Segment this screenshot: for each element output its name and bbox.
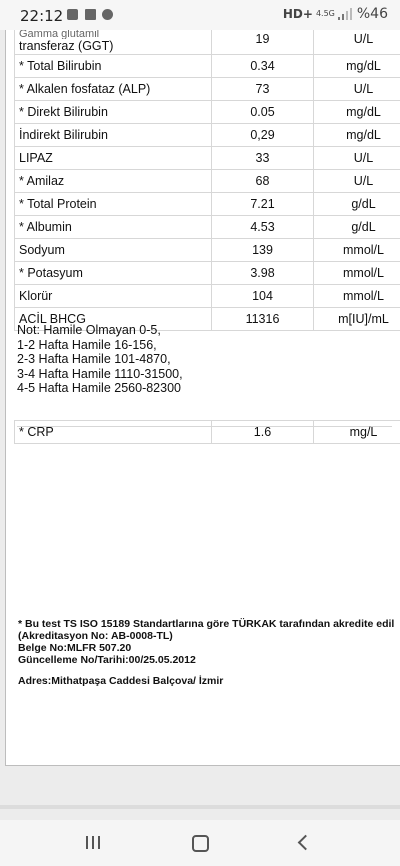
status-time: 22:12	[20, 7, 64, 25]
test-unit: mmol/L	[314, 262, 400, 285]
test-name-cut: Gamma glutamil	[19, 30, 100, 39]
test-name: ACİL BHCG	[15, 308, 212, 331]
test-value: 3.98	[212, 262, 314, 285]
sync-icon	[102, 9, 113, 20]
navigation-bar	[0, 820, 400, 866]
lab-results-table	[14, 30, 400, 331]
table-row	[15, 285, 400, 308]
test-name: * Direkt Bilirubin	[15, 101, 212, 124]
test-value: 139	[212, 239, 314, 262]
test-name: * CRP	[15, 421, 212, 444]
network-label: HD+	[282, 7, 313, 21]
test-unit: mmol/L	[314, 285, 400, 308]
test-value: 4.53	[212, 216, 314, 239]
test-unit: g/dL	[314, 216, 400, 239]
test-unit: g/dL	[314, 193, 400, 216]
footer-line: Belge No:MLFR 507.20	[18, 642, 132, 654]
table-row	[15, 193, 400, 216]
test-name: * Total Protein	[15, 193, 212, 216]
image-icon	[85, 9, 96, 20]
test-value: 104	[212, 285, 314, 308]
document-page[interactable]	[5, 30, 400, 766]
test-name: * Total Bilirubin	[15, 55, 212, 78]
crp-table	[14, 420, 400, 444]
note-line: 2-3 Hafta Hamile 101-4870,	[17, 352, 171, 366]
test-name	[15, 30, 212, 55]
table-row	[15, 216, 400, 239]
test-unit: U/L	[314, 78, 400, 101]
status-right	[283, 6, 388, 22]
table-row	[15, 55, 400, 78]
test-unit: mg/dL	[314, 101, 400, 124]
note-line: 4-5 Hafta Hamile 2560-82300	[17, 381, 181, 395]
footer-line: (Akreditasyon No: AB-0008-TL)	[18, 630, 173, 642]
signal-icon	[338, 8, 352, 20]
note-line: Not: Hamile Olmayan 0-5,	[17, 323, 161, 337]
table-row	[15, 147, 400, 170]
test-name: * Alkalen fosfataz (ALP)	[15, 78, 212, 101]
test-value: 68	[212, 170, 314, 193]
recent-apps-icon[interactable]	[74, 830, 114, 856]
table-row	[15, 30, 400, 55]
table-row	[15, 170, 400, 193]
test-unit: mg/dL	[314, 124, 400, 147]
table-row	[15, 239, 400, 262]
test-unit: U/L	[314, 170, 400, 193]
accreditation-footer	[18, 618, 394, 687]
test-unit: mg/L	[314, 421, 400, 444]
test-name: İndirekt Bilirubin	[15, 124, 212, 147]
test-unit: mg/dL	[314, 55, 400, 78]
network-type: 4.5G	[315, 9, 335, 18]
test-value: 0,29	[212, 124, 314, 147]
table-row	[15, 124, 400, 147]
page-separator	[0, 805, 400, 809]
test-unit: U/L	[314, 30, 400, 55]
note-line: 3-4 Hafta Hamile 1110-31500,	[17, 366, 183, 381]
test-value: 33	[212, 147, 314, 170]
test-unit: U/L	[314, 147, 400, 170]
footer-address: Adres:Mithatpaşa Caddesi Balçova/ İzmir	[18, 675, 224, 687]
test-value: 11316	[212, 308, 314, 331]
test-unit: m[IU]/mL	[314, 308, 400, 331]
test-name-text: transferaz (GGT)	[19, 39, 114, 53]
battery-level: %46	[356, 6, 388, 22]
note-line: 1-2 Hafta Hamile 16-156,	[17, 337, 157, 352]
footer-line: Güncelleme No/Tarihi:00/25.05.2012	[18, 654, 196, 666]
test-value: 1.6	[212, 421, 314, 444]
test-name: Klorür	[15, 285, 212, 308]
test-value: 73	[212, 78, 314, 101]
test-unit: mmol/L	[314, 239, 400, 262]
test-name: Sodyum	[15, 239, 212, 262]
footer-line: * Bu test TS ISO 15189 Standartlarına göre TÜRKAK tarafından akredite edil	[18, 618, 395, 630]
table-row	[15, 101, 400, 124]
table-row	[15, 78, 400, 101]
test-value: 7.21	[212, 193, 314, 216]
test-name: * Amilaz	[15, 170, 212, 193]
home-icon[interactable]	[180, 830, 220, 856]
status-bar	[0, 0, 400, 30]
table-row	[15, 262, 400, 285]
test-value: 0.34	[212, 55, 314, 78]
test-name: * Potasyum	[15, 262, 212, 285]
test-name: * Albumin	[15, 216, 212, 239]
back-icon[interactable]	[284, 830, 324, 856]
bhcg-reference-note	[17, 323, 392, 427]
test-value: 0.05	[212, 101, 314, 124]
table-row	[15, 421, 400, 444]
test-value: 19	[212, 30, 314, 55]
test-name: LIPAZ	[15, 147, 212, 170]
notification-icon	[67, 9, 78, 20]
